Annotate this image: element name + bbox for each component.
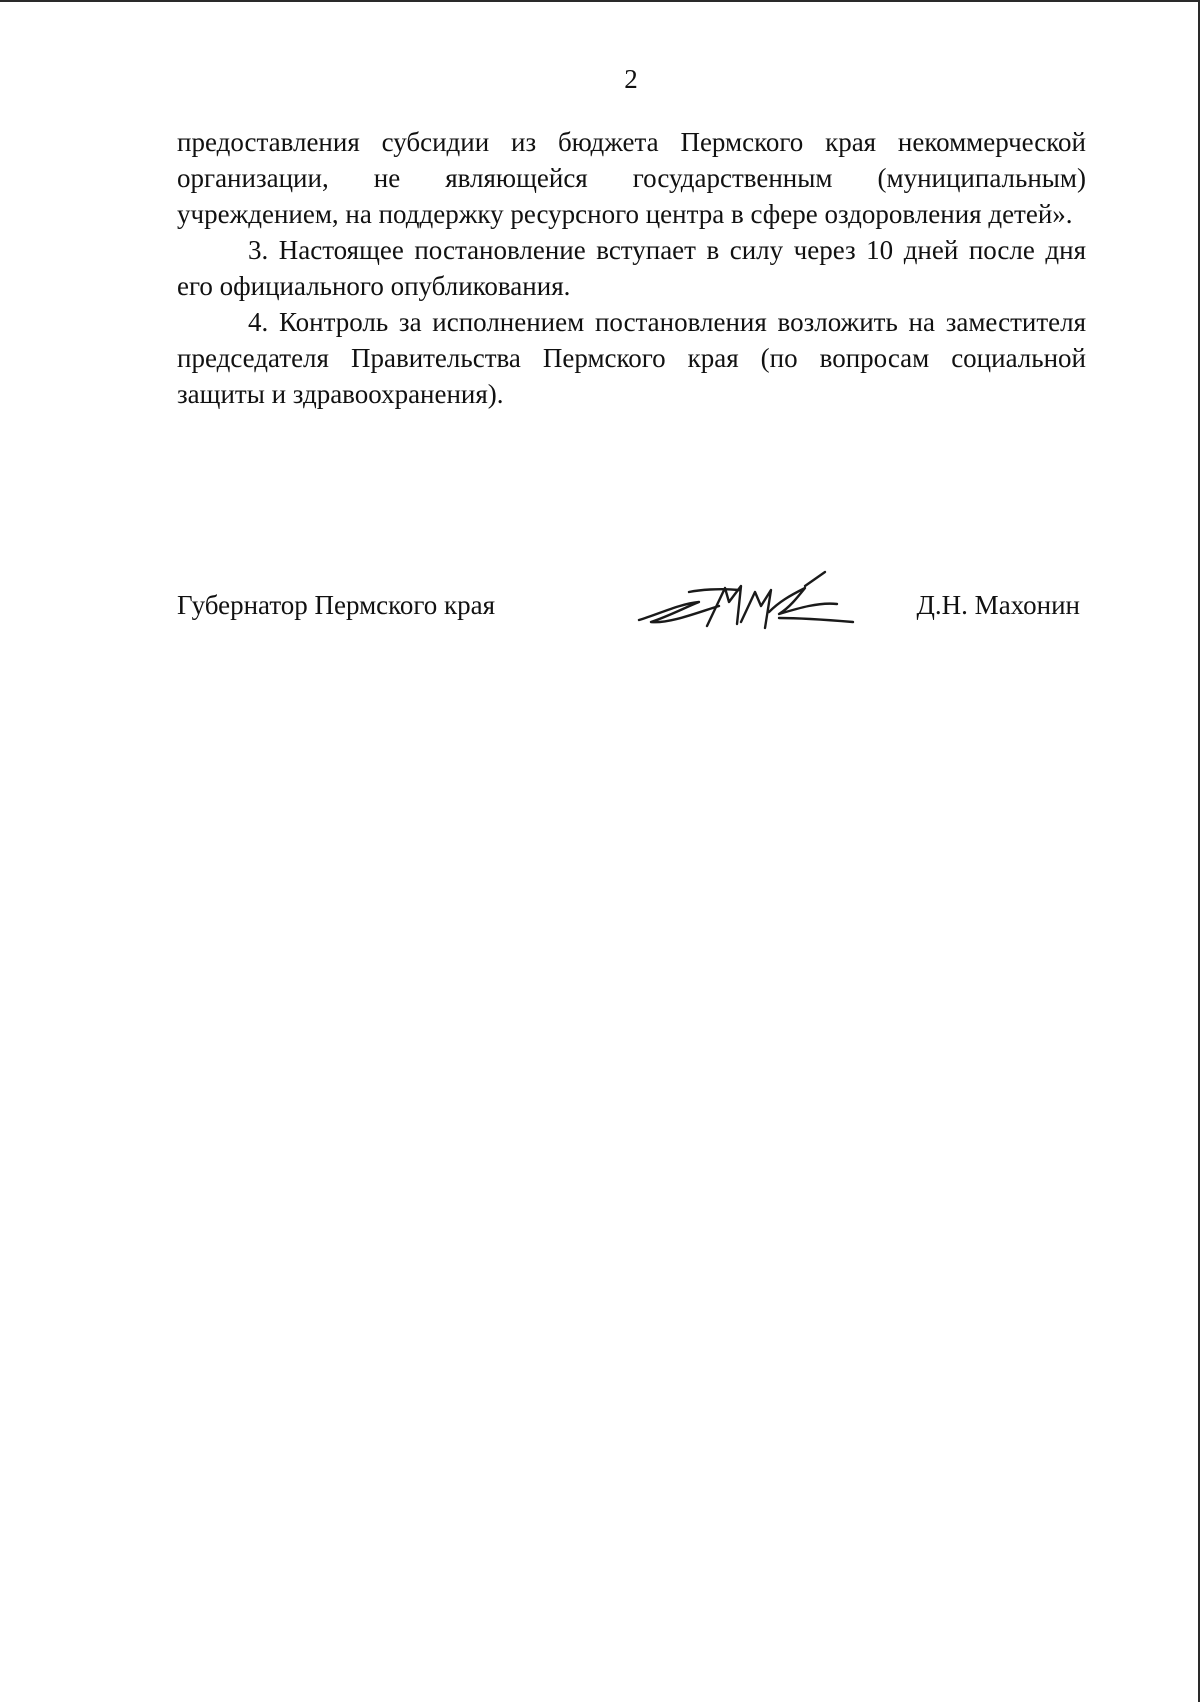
signatory-position: Губернатор Пермского края: [177, 590, 496, 620]
signatory-name: Д.Н. Махонин: [916, 590, 1080, 620]
scan-top-border: [0, 0, 1200, 2]
page-number: 2: [624, 64, 638, 94]
handwritten-signature: [629, 562, 859, 642]
signature-block: [177, 580, 1086, 650]
paragraph-item-3: 3. Настоящее постановление вступает в силу через 10 дней после дня его официального опубликования.: [177, 235, 1086, 301]
document-body: [177, 124, 1086, 412]
paragraph-continuation: предоставления субсидии из бюджета Пермского края некоммерческой организации, не являющейся государственным (муниципальным) учреждением, на поддержку ресурсного центра в сфере оздоровления детей».: [177, 127, 1086, 229]
paragraph-item-4: 4. Контроль за исполнением постановления возложить на заместителя председателя Правительства Пермского края (по вопросам социальной защиты и здравоохранения).: [177, 307, 1086, 409]
